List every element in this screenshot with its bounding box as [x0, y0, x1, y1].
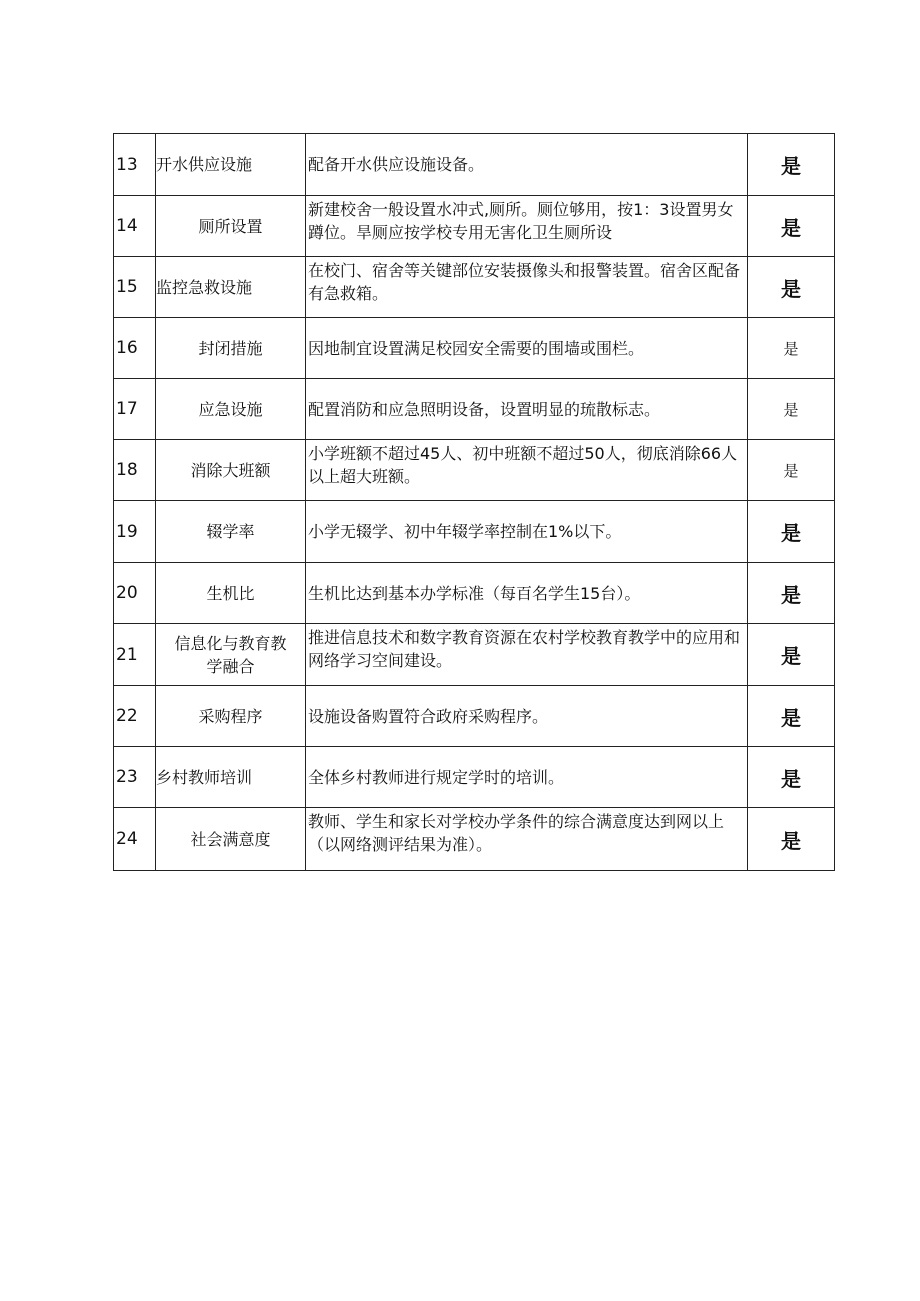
item-name: 乡村教师培训 [156, 747, 306, 808]
item-name: 封闭措施 [156, 318, 306, 379]
row-number: 16 [114, 318, 156, 379]
item-description: 小学无辍学、初中年辍学率控制在1%以下。 [306, 501, 748, 563]
item-name: 辍学率 [156, 501, 306, 563]
compliance-result: 是 [748, 196, 835, 257]
row-number: 19 [114, 501, 156, 563]
item-description: 全体乡村教师进行规定学时的培训。 [306, 747, 748, 808]
item-description: 配备开水供应设施设备。 [306, 134, 748, 196]
item-name: 生机比 [156, 563, 306, 624]
compliance-result: 是 [748, 501, 835, 563]
table-row [114, 134, 835, 196]
compliance-result: 是 [748, 134, 835, 196]
row-number: 14 [114, 196, 156, 257]
item-description-text: 在校门、宿舍等关键部位安装摄像头和报警装置。宿舍区配备有急救箱。 [308, 261, 741, 303]
row-number: 20 [114, 563, 156, 624]
compliance-result: 是 [748, 624, 835, 686]
compliance-result: 是 [748, 563, 835, 624]
table-row [114, 808, 835, 871]
item-description [306, 440, 748, 501]
standards-table [113, 133, 835, 871]
table-row [114, 501, 835, 563]
item-name: 监控急救设施 [156, 257, 306, 318]
item-name [156, 624, 306, 686]
item-name: 应急设施 [156, 379, 306, 440]
item-description: 设施设备购置符合政府采购程序。 [306, 686, 748, 747]
item-name: 社会满意度 [156, 808, 306, 871]
table-row [114, 747, 835, 808]
row-number: 15 [114, 257, 156, 318]
table-row [114, 624, 835, 686]
compliance-result: 是 [748, 440, 835, 501]
table-row [114, 379, 835, 440]
table-row [114, 318, 835, 379]
item-description [306, 624, 748, 686]
item-description [306, 257, 748, 318]
table-row [114, 563, 835, 624]
table-row [114, 440, 835, 501]
row-number: 23 [114, 747, 156, 808]
item-description-text: 教师、学生和家长对学校办学条件的综合满意度达到网以上（以网络测评结果为准）。 [308, 812, 725, 854]
item-description: 因地制宜设置满足校园安全需要的围墙或围栏。 [306, 318, 748, 379]
item-description [306, 808, 748, 871]
table-row [114, 686, 835, 747]
row-number: 18 [114, 440, 156, 501]
compliance-result: 是 [748, 318, 835, 379]
item-name: 采购程序 [156, 686, 306, 747]
compliance-result: 是 [748, 808, 835, 871]
item-description: 生机比达到基本办学标准（每百名学生15台）。 [306, 563, 748, 624]
compliance-result: 是 [748, 379, 835, 440]
item-name: 厕所设置 [156, 196, 306, 257]
item-name: 消除大班额 [156, 440, 306, 501]
compliance-result: 是 [748, 686, 835, 747]
row-number: 17 [114, 379, 156, 440]
item-name: 开水供应设施 [156, 134, 306, 196]
item-description: 配置消防和应急照明设备，设置明显的琉散标志。 [306, 379, 748, 440]
row-number: 22 [114, 686, 156, 747]
compliance-result: 是 [748, 257, 835, 318]
item-description-text: 推进信息技术和数字教育资源在农村学校教育教学中的应用和网络学习空间建设。 [308, 628, 741, 670]
row-number: 13 [114, 134, 156, 196]
table-row [114, 257, 835, 318]
row-number: 24 [114, 808, 156, 871]
item-description-text: 新建校舍一般设置水冲式,厕所。厕位够用，按1：3设置男女蹲位。旱厕应按学校专用无害化卫生厕所设 [308, 200, 734, 242]
item-description-text: 小学班额不超过45人、初中班额不超过50人，彻底消除66人以上超大班额。 [308, 444, 738, 486]
row-number: 21 [114, 624, 156, 686]
table-row [114, 196, 835, 257]
item-name-text: 信息化与教育教学融合 [174, 633, 287, 676]
item-description [306, 196, 748, 257]
compliance-result: 是 [748, 747, 835, 808]
